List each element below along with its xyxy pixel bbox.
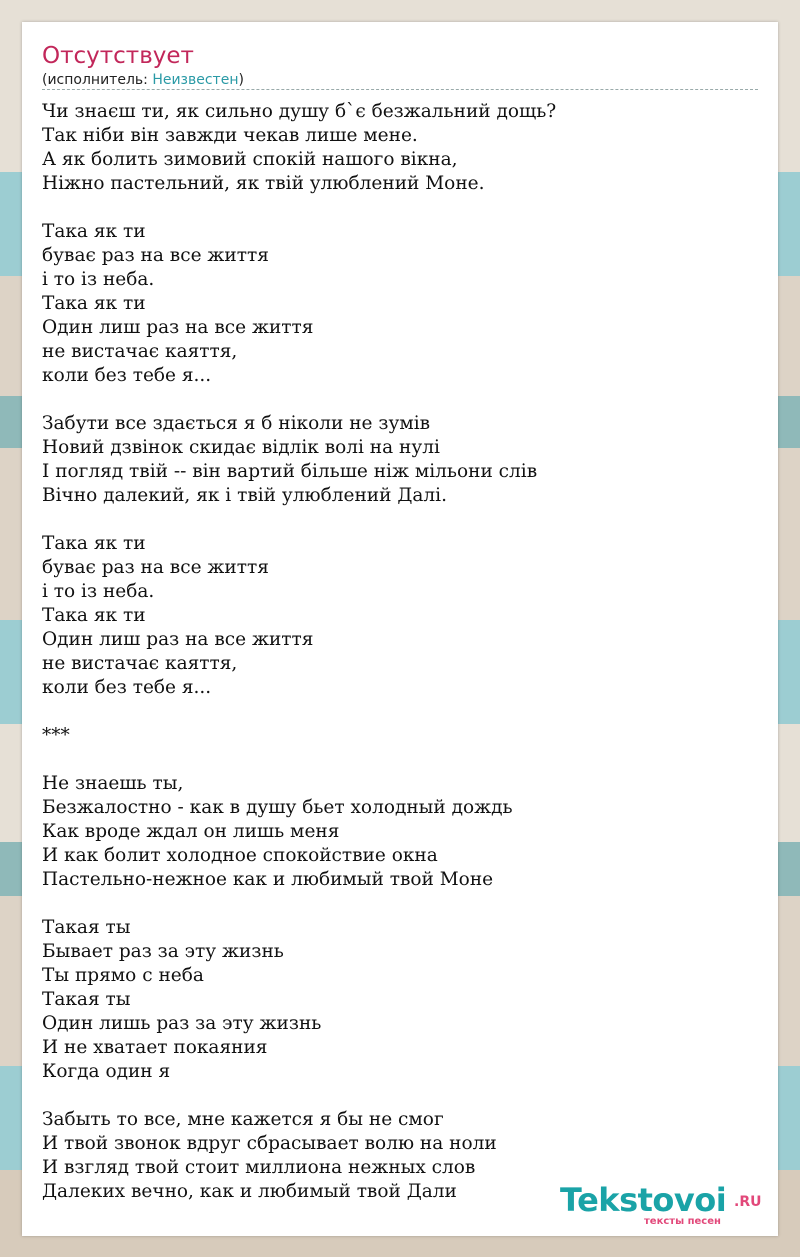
lyrics-card: [22, 22, 778, 1236]
lyrics-line: Ніжно пастельний, як твій улюблений Моне.: [42, 173, 485, 194]
lyrics-line: І погляд твій -- він вартий більше ніж мільони слів: [42, 461, 538, 482]
lyrics-stanza: [42, 100, 758, 196]
lyrics-line: Така як ти: [42, 293, 146, 314]
lyrics-line: Ты прямо с неба: [42, 965, 204, 986]
song-title: Отсутствует: [42, 43, 194, 69]
lyrics-line: буває раз на все життя: [42, 557, 269, 578]
lyrics-line: Один лишь раз за эту жизнь: [42, 1013, 322, 1034]
title-divider: [42, 89, 758, 90]
artist-suffix: ): [238, 72, 244, 88]
lyrics-stanza: [42, 412, 758, 508]
lyrics-line: і то із неба.: [42, 581, 155, 602]
lyrics-line: Забути все здається я б ніколи не зумів: [42, 413, 431, 434]
lyrics-line: Вічно далекий, як і твій улюблений Далі.: [42, 485, 447, 506]
lyrics-line: Така як ти: [42, 221, 146, 242]
lyrics-line: И твой звонок вдруг сбрасывает волю на ноли: [42, 1133, 497, 1154]
lyrics-line: Така як ти: [42, 605, 146, 626]
lyrics-line: коли без тебе я...: [42, 365, 212, 386]
lyrics-line: Чи знаєш ти, як сильно душу б`є безжальний дощь?: [42, 101, 557, 122]
lyrics-body: [42, 100, 758, 1228]
lyrics-line: ***: [42, 725, 70, 746]
lyrics-stanza: [42, 532, 758, 700]
lyrics-stanza: [42, 772, 758, 892]
lyrics-stanza: [42, 916, 758, 1084]
lyrics-line: Когда один я: [42, 1061, 171, 1082]
site-logo[interactable]: [560, 1182, 770, 1230]
lyrics-line: Далеких вечно, как и любимый твой Дали: [42, 1181, 457, 1202]
lyrics-line: Новий дзвінок скидає відлік волі на нулі: [42, 437, 440, 458]
lyrics-line: Пастельно-нежное как и любимый твой Моне: [42, 869, 494, 890]
lyrics-line: Такая ты: [42, 917, 131, 938]
lyrics-line: И не хватает покаяния: [42, 1037, 268, 1058]
lyrics-line: буває раз на все життя: [42, 245, 269, 266]
artist-link[interactable]: Неизвестен: [152, 72, 239, 88]
artist-line: [42, 71, 244, 89]
lyrics-line: не вистачає каяття,: [42, 653, 238, 674]
lyrics-line: Така як ти: [42, 533, 146, 554]
lyrics-line: не вистачає каяття,: [42, 341, 238, 362]
logo-domain: .RU: [734, 1194, 762, 1210]
lyrics-line: Один лиш раз на все життя: [42, 317, 314, 338]
lyrics-line: Один лиш раз на все життя: [42, 629, 314, 650]
lyrics-line: Забыть то все, мне кажется я бы не смог: [42, 1109, 444, 1130]
logo-wordmark: Tekstovoi: [560, 1181, 727, 1219]
lyrics-line: коли без тебе я...: [42, 677, 212, 698]
lyrics-line: Так ніби він завжди чекав лише мене.: [42, 125, 418, 146]
lyrics-line: А як болить зимовий спокій нашого вікна,: [42, 149, 458, 170]
lyrics-line: Не знаешь ты,: [42, 773, 184, 794]
lyrics-line: И взгляд твой стоит миллиона нежных слов: [42, 1157, 476, 1178]
lyrics-line: Бывает раз за эту жизнь: [42, 941, 284, 962]
artist-prefix: (исполнитель:: [42, 72, 153, 88]
logo-tagline: тексты песен: [644, 1216, 721, 1227]
lyrics-line: Как вроде ждал он лишь меня: [42, 821, 340, 842]
lyrics-stanza: [42, 220, 758, 388]
lyrics-line: Такая ты: [42, 989, 131, 1010]
lyrics-line: Безжалостно - как в душу бьет холодный дождь: [42, 797, 513, 818]
lyrics-line: і то із неба.: [42, 269, 155, 290]
lyrics-line: И как болит холодное спокойствие окна: [42, 845, 438, 866]
lyrics-stanza: [42, 724, 758, 748]
